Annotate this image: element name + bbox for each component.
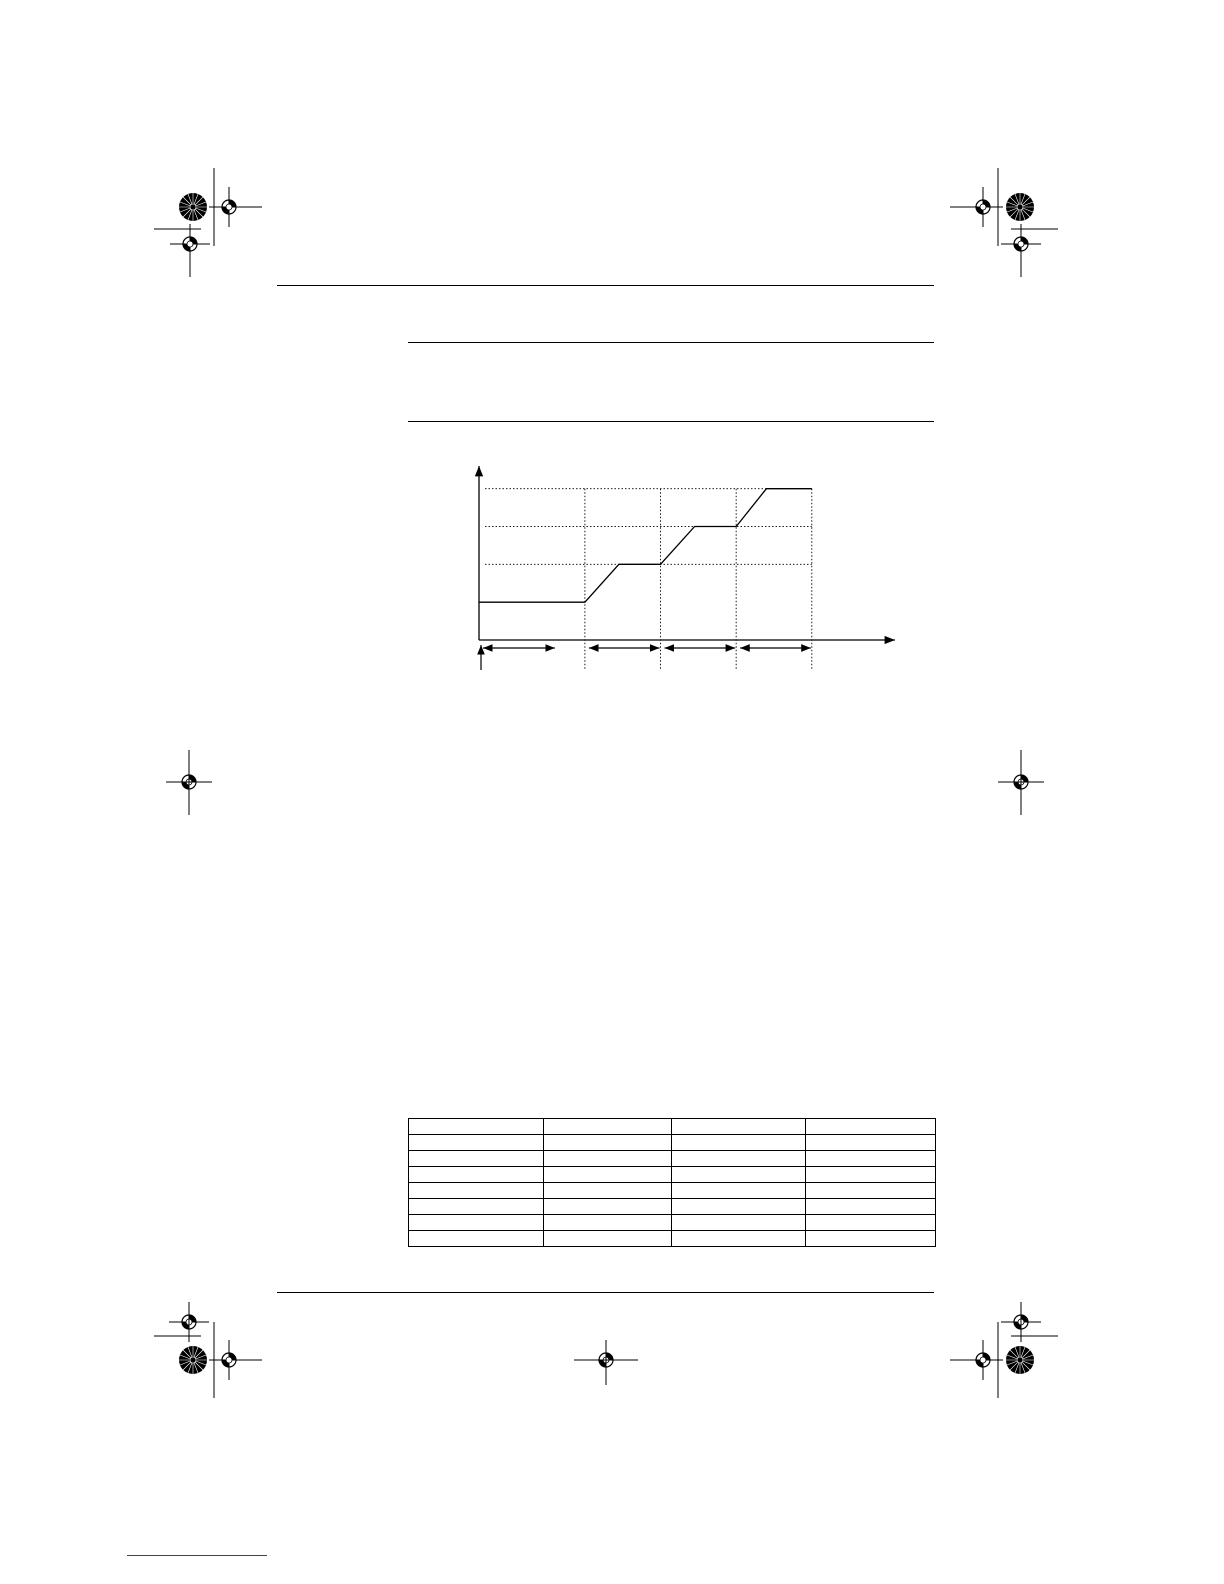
data-table (408, 1118, 936, 1247)
table-row (409, 1183, 936, 1199)
table-cell (409, 1151, 544, 1167)
table-cell (806, 1119, 936, 1135)
table-row (409, 1167, 936, 1183)
table-cell (409, 1119, 544, 1135)
table-cell (672, 1183, 806, 1199)
table-cell (544, 1199, 672, 1215)
table-row (409, 1231, 936, 1247)
table-cell (806, 1199, 936, 1215)
table-cell (544, 1215, 672, 1231)
table-cell (806, 1167, 936, 1183)
table-cell (806, 1151, 936, 1167)
table-cell (409, 1135, 544, 1151)
table-cell (544, 1231, 672, 1247)
table-cell (409, 1215, 544, 1231)
table-cell (672, 1215, 806, 1231)
table-cell (672, 1119, 806, 1135)
table-cell (544, 1151, 672, 1167)
table-cell (409, 1231, 544, 1247)
table-row (409, 1135, 936, 1151)
table-cell (672, 1167, 806, 1183)
table-cell (409, 1167, 544, 1183)
table-cell (672, 1231, 806, 1247)
table-cell (672, 1151, 806, 1167)
table-row (409, 1215, 936, 1231)
table-cell (409, 1199, 544, 1215)
level-guides (485, 489, 812, 565)
table-cell (544, 1119, 672, 1135)
table-cell (806, 1231, 936, 1247)
series-line (479, 489, 812, 603)
table-row (409, 1119, 936, 1135)
table-row (409, 1199, 936, 1215)
table-cell (672, 1199, 806, 1215)
table-cell (806, 1215, 936, 1231)
table-row (409, 1151, 936, 1167)
table-cell (806, 1135, 936, 1151)
segment-guides (585, 489, 812, 670)
table-cell (544, 1183, 672, 1199)
table-cell (544, 1135, 672, 1151)
table-cell (409, 1183, 544, 1199)
table-cell (544, 1167, 672, 1183)
table-cell (672, 1135, 806, 1151)
table-cell (806, 1183, 936, 1199)
